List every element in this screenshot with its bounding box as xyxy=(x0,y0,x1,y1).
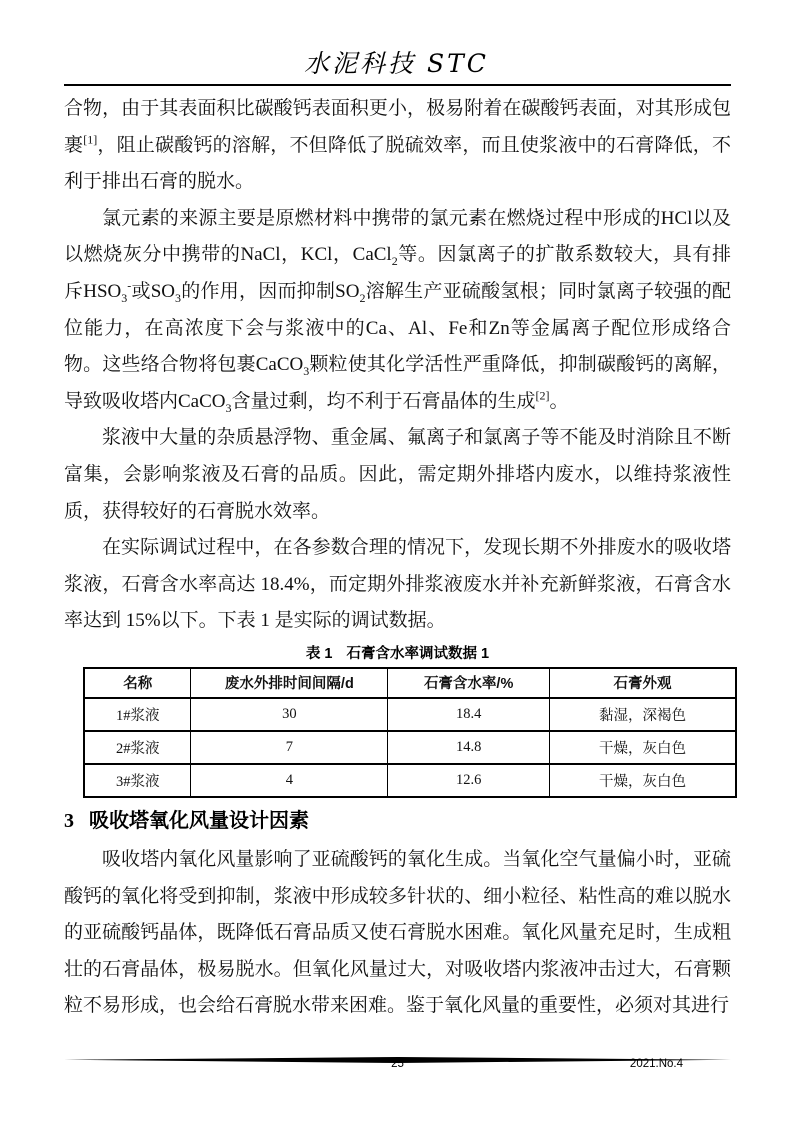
subscript: 2 xyxy=(391,254,398,269)
table-cell: 7 xyxy=(191,731,388,764)
section-title: 吸收塔氧化风量设计因素 xyxy=(89,809,309,832)
table-header-cell: 石膏含水率/% xyxy=(388,668,550,698)
header-rule xyxy=(64,84,731,86)
table-cell: 14.8 xyxy=(388,731,550,764)
article-body xyxy=(64,91,731,1025)
table-header-cell: 名称 xyxy=(84,668,191,698)
section-heading xyxy=(64,808,731,834)
table-header-cell: 石膏外观 xyxy=(550,668,737,698)
table-row xyxy=(84,764,736,797)
table-body xyxy=(84,698,736,797)
table-cell: 12.6 xyxy=(388,764,550,797)
issue-number: 2021.No.4 xyxy=(629,1058,683,1070)
subscript: 3 xyxy=(175,290,182,305)
paragraph: 浆液中大量的杂质悬浮物、重金属、氟离子和氯离子等不能及时消除且不断富集，会影响浆液及石膏的品质。因此，需定期外排塔内废水，以维持浆液性质，获得较好的石膏脱水效率。 xyxy=(64,427,731,522)
table-cell: 干燥，灰白色 xyxy=(550,731,737,764)
paragraph: 合物，由于其表面积比碳酸钙表面积更小，极易附着在碳酸钙表面，对其形成包裹[1]，阻止碳酸钙的溶解，不但降低了脱硫效率，而且使浆液中的石膏降低，不利于排出石膏的脱水。 xyxy=(64,98,731,193)
paragraph: 在实际调试过程中，在各参数合理的情况下，发现长期不外排废水的吸收塔浆液，石膏含水率高达 18.4%，而定期外排浆液废水并补充新鲜浆液，石膏含水率达到 15%以下。下表 1 是实际的调试数据。 xyxy=(64,537,731,632)
subscript: 3 xyxy=(303,363,310,378)
table-header-row xyxy=(84,668,736,698)
table-cell: 1#浆液 xyxy=(84,698,191,731)
gypsum-moisture-table xyxy=(83,667,737,798)
table-cell: 黏湿，深褐色 xyxy=(550,698,737,731)
superscript: [2] xyxy=(535,388,550,403)
table-row xyxy=(84,731,736,764)
table-cell: 30 xyxy=(191,698,388,731)
subscript: 3 xyxy=(121,290,128,305)
table-caption-title: 石膏含水率调试数据 1 xyxy=(346,645,490,662)
table-cell: 干燥，灰白色 xyxy=(550,764,737,797)
page-number: 25 xyxy=(391,1058,404,1070)
superscript: - xyxy=(127,278,132,293)
superscript: [1] xyxy=(83,132,98,147)
table-header-cell: 废水外排时间间隔/d xyxy=(191,668,388,698)
intro-paragraphs xyxy=(64,91,731,640)
table-caption-label: 表 1 xyxy=(305,645,333,662)
table-cell: 18.4 xyxy=(388,698,550,731)
table-cell: 4 xyxy=(191,764,388,797)
section-paragraphs xyxy=(64,842,731,1025)
section-number: 3 xyxy=(64,809,74,832)
footer-rule xyxy=(64,1050,731,1056)
journal-title: 水泥科技 STC xyxy=(304,49,489,78)
paragraph: 吸收塔内氧化风量影响了亚硫酸钙的氧化生成。当氧化空气量偏小时，亚硫酸钙的氧化将受到抑制，浆液中形成较多针状的、细小粒径、粘性高的难以脱水的亚硫酸钙晶体，既降低石膏品质又使石膏脱水困难。氧化风量充足时，生成粗壮的石膏晶体，极易脱水。但氧化风量过大，对吸收塔内浆液冲击过大，石膏颗粒不易形成，也会给石膏脱水带来困难。鉴于氧化风量的重要性，必须对其进行 xyxy=(64,848,731,1017)
paragraph: 氯元素的来源主要是原燃材料中携带的氯元素在燃烧过程中形成的HCl以及以燃烧灰分中携带的NaCl，KCl，CaCl$_2$等。因氯离子的扩散系数较大，具有排斥$HSO_3^-$或$SO_3$的作用，因而抑制$SO_2$溶解生产亚硫酸氢根；同时氯离子较强的配位能力，在高浓度下会与浆液中的Ca、Al、Fe和Zn等金属离子配位形成络合物。这些络合物将包裹CaCO$_3$颗粒使其化学活性严重降低，抑制碳酸钙的离解，导致吸收塔内CaCO$_3$含量过剩，均不利于石膏晶体的生成[2]。 xyxy=(64,207,731,415)
table-row xyxy=(84,698,736,731)
table-caption xyxy=(64,644,731,664)
table-cell: 3#浆液 xyxy=(84,764,191,797)
subscript: 3 xyxy=(225,400,232,415)
table-cell: 2#浆液 xyxy=(84,731,191,764)
subscript: 2 xyxy=(359,290,366,305)
